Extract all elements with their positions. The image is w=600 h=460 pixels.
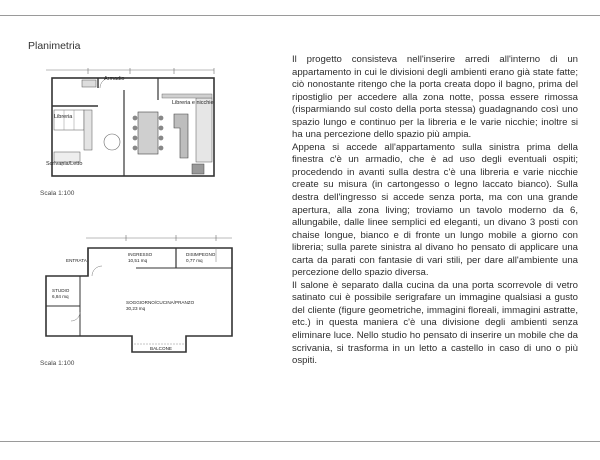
label-libreria-nicchie: Libreria e nicchie: [172, 100, 214, 106]
label-libreria: Libreria: [54, 114, 73, 120]
label-disimpegno-area: 0,77 mq: [186, 258, 203, 263]
paragraph-intro: Il progetto consisteva nell'inserire arredi all'interno di un appartamento in cui le divisioni degli ambienti erano già state fatte; ciò nonostante ritengo che la porta creata dopo il bagno, prima del ripostiglio per accedere alla zona notte, possa essere rimossa (risparmiando sul costo della porta stessa) guadagnando così uno spazio lungo e continuo per la libreria e le varie nicchie; inoltre si ha una percezione dello spazio più ampia.: [292, 54, 578, 141]
label-soggiorno-area: 30,23 mq: [126, 306, 146, 311]
label-armadio: Armadio: [104, 76, 125, 82]
section-title: Planimetria: [28, 40, 81, 52]
paragraph-salone: Il salone è separato dalla cucina da una porta scorrevole di vetro satinato cui è possibile serigrafare un immagine qualsiasi a gusto del cliente (figure geometriche, immagini floreali, immagini astratte, etc.) in questa maniera c'è una divisione degli ambienti senza eliminare luce. Nello studio ho pensato di inserire un mobile che da scrivania, si trasforma in un letto a castello in caso di uno o più ospiti.: [292, 279, 578, 367]
label-soggiorno: SOGGIORNO/CUCINA/PRANZO: [126, 300, 195, 305]
label-balcone: BALCONE: [150, 346, 172, 351]
label-scrivania: Scrivania/Letto: [46, 161, 83, 167]
floor-plan-furnished: [38, 66, 218, 188]
paragraph-living: Appena si accede all'appartamento sulla sinistra prima della finestra c'è un armadio, che è ad uso degli eventuali ospiti; procedendo in avanti sulla destra c'è una libreria e varie nicchie create su misura (in cartongesso o legno laccato bianco). Sulla destra dell'ingresso si accede senza porta, ma con una grande apertura, alla zona living; troviamo un tavolo moderno da 6, allungabile, dalle linee semplici ed eleganti, un divano 3 posti con chaise longue, bianco e di fronte un lungo mobile a giorno con libreria; sulla parete sinistra al divano ho pensato di applicare una carta da parati con fantasie di vari stili, per dare all'ambiente una percezione dello spazio diversa.: [292, 141, 578, 279]
top-divider: [0, 15, 600, 16]
scale-top: Scala 1:100: [40, 190, 75, 197]
label-ingresso: INGRESSO: [128, 252, 153, 257]
label-entrata: ENTRATA: [66, 258, 87, 263]
bottom-divider: [0, 441, 600, 442]
label-studio-area: 6,84 mq: [52, 294, 69, 299]
floor-plan-rooms: [36, 232, 236, 358]
project-description: [292, 54, 578, 368]
label-ingresso-area: 10,51 mq: [128, 258, 148, 263]
label-studio: STUDIO: [52, 288, 70, 293]
label-disimpegno: DISIMPEGNO: [186, 252, 216, 257]
scale-bottom: Scala 1:100: [40, 360, 75, 367]
